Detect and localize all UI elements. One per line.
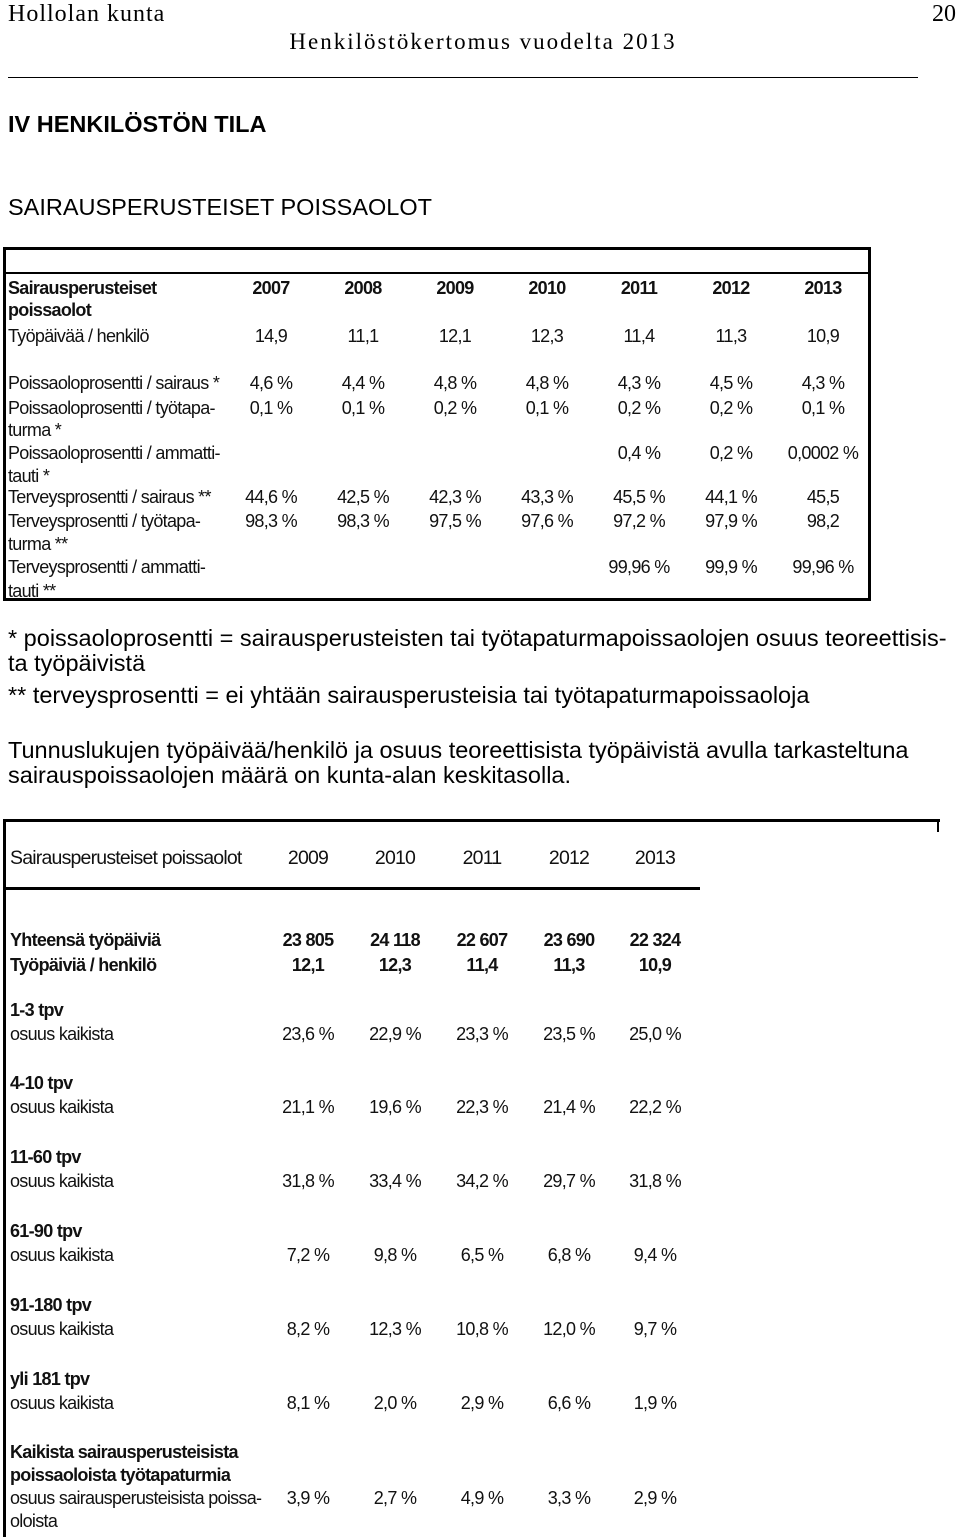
table1-cell: 11,4 (623, 326, 655, 346)
table2-cell: 6,6 % (547, 1393, 591, 1413)
table2-year-header: 2009 (287, 847, 329, 869)
table1-cell: 0,2 % (617, 398, 661, 418)
table1-cell: 99,96 % (608, 557, 670, 577)
table2-cell: 23,6 % (282, 1024, 334, 1044)
table2-cell: 10,8 % (456, 1319, 508, 1339)
table1-year-header: 2012 (712, 278, 750, 298)
table2-row-label: osuus kaikista (10, 1097, 114, 1117)
table1-cell: 98,3 % (245, 511, 297, 531)
footnote-line: ta työpäivistä (8, 650, 146, 676)
table2-cell: 31,8 % (629, 1171, 681, 1191)
table1-row-label: Terveysprosentti / ammatti- (8, 557, 206, 577)
table2-total-cell: 10,9 (638, 955, 672, 975)
table1-cell: 97,9 % (705, 511, 757, 531)
table1-cell: 0,1 % (249, 398, 293, 418)
table2-cell: 9,7 % (633, 1319, 677, 1339)
table-rule (3, 819, 6, 1537)
table1-cell: 99,9 % (705, 557, 757, 577)
table1-row-label: Työpäivää / henkilö (8, 326, 149, 346)
document-title: Henkilöstökertomus vuodelta 2013 (289, 29, 677, 54)
table1-cell: 10,9 (806, 326, 840, 346)
table1-row-label: Terveysprosentti / sairaus ** (8, 487, 211, 507)
table2-cell: 9,8 % (373, 1245, 417, 1265)
absence-rates-table (3, 247, 871, 601)
table2-year-header: 2011 (462, 847, 502, 869)
table1-cell: 4,3 % (617, 373, 661, 393)
table2-cell: 6,8 % (547, 1245, 591, 1265)
footnote-line: * poissaoloprosentti = sairausperusteisten tai työtapaturmapoissaolojen osuus teoreettisis- (8, 625, 947, 651)
table1-cell: 98,2 (806, 511, 840, 531)
table1-cell: 99,96 % (792, 557, 854, 577)
table2-cell: 7,2 % (286, 1245, 330, 1265)
table2-cell: 2,7 % (373, 1488, 417, 1508)
table2-group-title: Kaikista sairausperusteisista (10, 1442, 238, 1462)
table2-total-label: Yhteensä työpäiviä (10, 930, 161, 950)
table1-cell: 11,3 (715, 326, 747, 346)
table2-cell: 31,8 % (282, 1171, 334, 1191)
header-rule (8, 77, 918, 78)
table2-row-label: osuus kaikista (10, 1245, 114, 1265)
table2-total-cell: 23 690 (543, 930, 595, 950)
table2-cell: 23,3 % (456, 1024, 508, 1044)
table1-row-label: tauti * (8, 466, 50, 486)
table2-cell: 2,0 % (373, 1393, 417, 1413)
table2-group-title: 91-180 tpv (10, 1295, 92, 1315)
table2-cell: 3,3 % (547, 1488, 591, 1508)
table2-cell: 1,9 % (633, 1393, 677, 1413)
table2-total-cell: 12,1 (291, 955, 325, 975)
table2-cell: 23,5 % (543, 1024, 595, 1044)
table1-cell: 0,4 % (617, 443, 661, 463)
table1-cell: 4,3 % (801, 373, 845, 393)
table1-year-header: 2013 (804, 278, 842, 298)
table1-year-header: 2011 (620, 278, 658, 298)
table2-row-label: osuus kaikista (10, 1393, 114, 1413)
table1-row-label: turma ** (8, 534, 68, 554)
table1-cell: 97,5 % (429, 511, 481, 531)
table2-total-cell: 11,3 (553, 955, 585, 975)
table2-cell: 29,7 % (543, 1171, 595, 1191)
table2-group-title: 11-60 tpv (10, 1147, 81, 1167)
table2-group-title: yli 181 tpv (10, 1369, 90, 1389)
organization-name: Hollolan kunta (8, 1, 166, 27)
table2-header-label: Sairausperusteiset poissaolot (10, 847, 242, 869)
table1-year-header: 2009 (436, 278, 474, 298)
table1-cell: 43,3 % (521, 487, 573, 507)
table2-cell: 22,3 % (456, 1097, 508, 1117)
table1-header-label: Sairausperusteiset (8, 278, 157, 298)
subsection-title: SAIRAUSPERUSTEISET POISSAOLOT (8, 194, 432, 220)
table2-group-title: 1-3 tpv (10, 1000, 64, 1020)
table2-total-cell: 22 324 (629, 930, 681, 950)
table2-cell: 3,9 % (286, 1488, 330, 1508)
table2-group-title: 4-10 tpv (10, 1073, 73, 1093)
table2-row-label: osuus kaikista (10, 1024, 114, 1044)
table2-cell: 22,2 % (629, 1097, 681, 1117)
table1-cell: 12,3 (530, 326, 564, 346)
footnote-line: ** terveysprosentti = ei yhtään sairausperusteisia tai työtapaturmapoissaoloja (8, 682, 810, 708)
table2-row-label: osuus kaikista (10, 1319, 114, 1339)
table1-row-label: Poissaoloprosentti / työtapa- (8, 398, 215, 418)
table2-year-header: 2010 (374, 847, 416, 869)
table2-group-title: 61-90 tpv (10, 1221, 82, 1241)
table2-cell: 19,6 % (369, 1097, 421, 1117)
table1-cell: 0,1 % (341, 398, 385, 418)
table2-group-title: poissaoloista työtapaturmia (10, 1465, 231, 1485)
table1-cell: 4,6 % (249, 373, 293, 393)
table1-year-header: 2008 (344, 278, 382, 298)
table1-cell: 42,3 % (429, 487, 481, 507)
table-rule (937, 819, 939, 832)
table1-cell: 44,1 % (705, 487, 757, 507)
table1-cell: 11,1 (347, 326, 379, 346)
table1-cell: 98,3 % (337, 511, 389, 531)
table2-cell: 21,1 % (282, 1097, 334, 1117)
section-title: IV HENKILÖSTÖN TILA (8, 111, 267, 137)
table-rule (3, 272, 869, 274)
table1-cell: 0,2 % (433, 398, 477, 418)
table2-year-header: 2012 (548, 847, 590, 869)
table2-total-cell: 11,4 (466, 955, 498, 975)
table1-cell: 4,4 % (341, 373, 385, 393)
table1-cell: 12,1 (438, 326, 472, 346)
table1-row-label: Poissaoloprosentti / ammatti- (8, 443, 220, 463)
table1-cell: 42,5 % (337, 487, 389, 507)
table2-row-label: osuus kaikista (10, 1171, 114, 1191)
table2-cell: 12,3 % (369, 1319, 421, 1339)
table2-total-cell: 12,3 (378, 955, 412, 975)
table1-cell: 97,2 % (613, 511, 665, 531)
table1-year-header: 2010 (528, 278, 566, 298)
table2-total-cell: 24 118 (370, 930, 420, 950)
table2-row-label: osuus sairausperusteisista poissa- (10, 1488, 262, 1508)
table1-cell: 97,6 % (521, 511, 573, 531)
table1-cell: 4,8 % (433, 373, 477, 393)
table1-cell: 45,5 (806, 487, 840, 507)
table2-cell: 2,9 % (633, 1488, 677, 1508)
table1-cell: 0,1 % (525, 398, 569, 418)
table2-total-label: Työpäiviä / henkilö (10, 955, 157, 975)
table1-row-label: tauti ** (8, 581, 56, 601)
table-header-rule (3, 887, 700, 890)
summary-paragraph-line: sairauspoissaolojen määrä on kunta-alan keskitasolla. (8, 762, 572, 788)
table2-cell: 2,9 % (460, 1393, 504, 1413)
table1-cell: 0,2 % (709, 398, 753, 418)
table1-cell: 45,5 % (613, 487, 665, 507)
table2-total-cell: 22 607 (456, 930, 508, 950)
table1-row-label: turma * (8, 420, 62, 440)
table2-cell: 9,4 % (633, 1245, 677, 1265)
table1-cell: 14,9 (254, 326, 288, 346)
table2-cell: 6,5 % (460, 1245, 504, 1265)
table2-row-label: oloista (10, 1511, 58, 1531)
table1-cell: 0,1 % (801, 398, 845, 418)
table1-cell: 44,6 % (245, 487, 297, 507)
summary-paragraph-line: Tunnuslukujen työpäivää/henkilö ja osuus teoreettisista työpäivistä avulla tarkasteltuna (8, 737, 909, 763)
table2-cell: 8,2 % (286, 1319, 330, 1339)
table2-cell: 12,0 % (543, 1319, 595, 1339)
table2-cell: 8,1 % (286, 1393, 330, 1413)
table1-year-header: 2007 (252, 278, 290, 298)
table2-cell: 21,4 % (543, 1097, 595, 1117)
table1-cell: 0,0002 % (787, 443, 859, 463)
table2-year-header: 2013 (634, 847, 676, 869)
table1-row-label: Terveysprosentti / työtapa- (8, 511, 201, 531)
table2-cell: 22,9 % (369, 1024, 421, 1044)
table1-cell: 4,5 % (709, 373, 753, 393)
table1-cell: 0,2 % (709, 443, 753, 463)
table1-cell: 4,8 % (525, 373, 569, 393)
table-rule (3, 819, 940, 822)
table1-row-label: Poissaoloprosentti / sairaus * (8, 373, 220, 393)
table1-header-label: poissaolot (8, 300, 92, 320)
table2-cell: 4,9 % (460, 1488, 504, 1508)
table2-total-cell: 23 805 (282, 930, 334, 950)
table2-cell: 25,0 % (629, 1024, 681, 1044)
page-number: 20 (932, 1, 956, 27)
table2-cell: 33,4 % (369, 1171, 421, 1191)
table2-cell: 34,2 % (456, 1171, 508, 1191)
